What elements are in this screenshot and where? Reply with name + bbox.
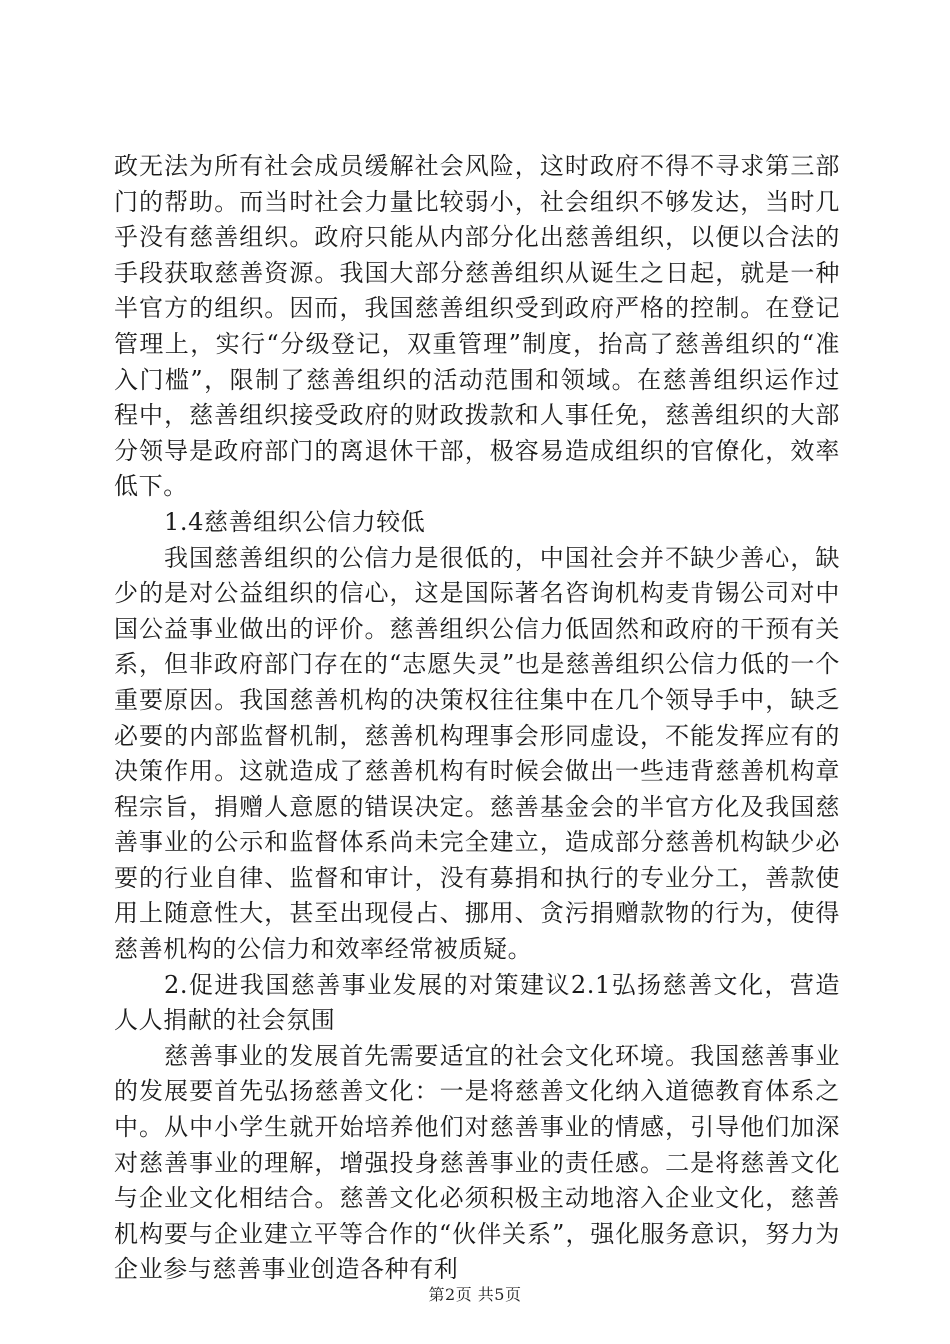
section-heading-2: 2.促进我国慈善事业发展的对策建议2.1弘扬慈善文化，营造人人捐献的社会氛围 (114, 970, 840, 1035)
section-heading-1-4: 1.4慈善组织公信力较低 (164, 507, 426, 536)
document-body (114, 149, 840, 1288)
paragraph-intro: 政无法为所有社会成员缓解社会风险，这时政府不得不寻求第三部门的帮助。而当时社会力量比较弱小，社会组织不够发达，当时几乎没有慈善组织。政府只能从内部分化出慈善组织，以便以合法的手段获取慈善资源。我国大部分慈善组织从诞生之日起，就是一种半官方的组织。因而，我国慈善组织受到政府严格的控制。在登记管理上，实行“分级登记，双重管理”制度，抬高了慈善组织的“准入门槛”，限制了慈善组织的活动范围和领域。在慈善组织运作过程中，慈善组织接受政府的财政拨款和人事任免，慈善组织的大部分领导是政府部门的离退休干部，极容易造成组织的官僚化，效率低下。 (114, 152, 840, 501)
paragraph-credibility: 我国慈善组织的公信力是很低的，中国社会并不缺少善心，缺少的是对公益组织的信心，这是国际著名咨询机构麦肯锡公司对中国公益事业做出的评价。慈善组织公信力低固然和政府的干预有关系，但非政府部门存在的“志愿失灵”也是慈善组织公信力低的一个重要原因。我国慈善机构的决策权往往集中在几个领导手中，缺乏必要的内部监督机制，慈善机构理事会形同虚设，不能发挥应有的决策作用。这就造成了慈善机构有时候会做出一些违背慈善机构章程宗旨，捐赠人意愿的错误决定。慈善基金会的半官方化及我国慈善事业的公示和监督体系尚未完全建立，造成部分慈善机构缺少必要的行业自律、监督和审计，没有募捐和执行的专业分工，善款使用上随意性大，甚至出现侵占、挪用、贪污捐赠款物的行为，使得慈善机构的公信力和效率经常被质疑。 (114, 543, 840, 964)
page-footer: 第2页 共5页 (428, 1285, 522, 1304)
paragraph-culture: 慈善事业的发展首先需要适宜的社会文化环境。我国慈善事业的发展要首先弘扬慈善文化：一是将慈善文化纳入道德教育体系之中。从中小学生就开始培养他们对慈善事业的情感，引导他们加深对慈善事业的理解，增强投身慈善事业的责任感。二是将慈善文化与企业文化相结合。慈善文化必须积极主动地溶入企业文化，慈善机构要与企业建立平等合作的“伙伴关系”，强化服务意识，努力为企业参与慈善事业创造各种有利 (114, 1041, 840, 1284)
